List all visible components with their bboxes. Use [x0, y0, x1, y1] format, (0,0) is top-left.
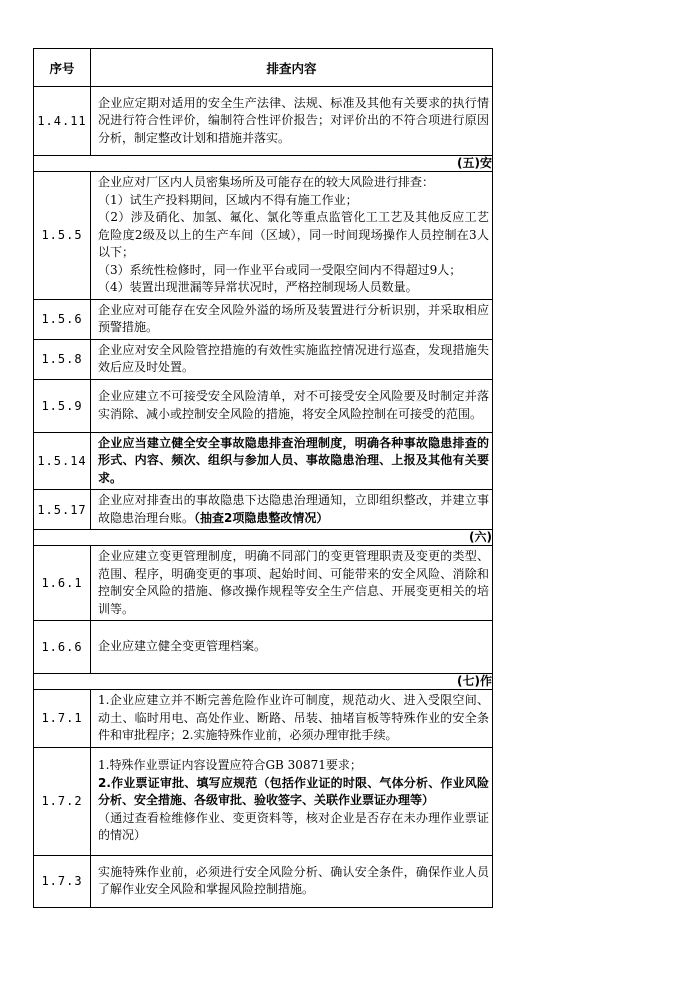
row-content: 企业应建立不可接受安全风险清单，对不可接受安全风险要及时制定并落实消除、减小或控制安全风险的措施，将安全风险控制在可接受的范围。	[91, 379, 493, 432]
content-line: （2）涉及硝化、加氢、氟化、氯化等重点监管化工工艺及其他反应工艺危险度2级及以上的生产车间（区域），同一时间现场操作人员控制在3人以下；	[98, 210, 489, 259]
spot-check-note: （抽查2项隐患整改情况）	[194, 510, 329, 525]
row-content	[91, 490, 493, 530]
row-content: 企业应当建立健全安全事故隐患排查治理制度，明确各种事故隐患排查的形式、内容、频次、组织与参加人员、事故隐患治理、上报及其他有关要求。	[91, 432, 493, 490]
row-content: 企业应对安全风险管控措施的有效性实施监控情况进行巡查，发现措施失效后应及时处置。	[91, 339, 493, 379]
row-number: 1.4.11	[34, 87, 91, 156]
content-line: （通过查看检维修作业、变更资料等，核对企业是否存在未办理作业票证的情况）	[98, 810, 489, 843]
row-number: 1.5.8	[34, 339, 91, 379]
row-number: 1.5.9	[34, 379, 91, 432]
content-line: （4）装置出现泄漏等异常状况时，严格控制现场人员数量。	[98, 280, 418, 294]
table-row	[34, 855, 493, 907]
row-number: 1.5.17	[34, 490, 91, 530]
row-content	[91, 747, 493, 855]
table-row	[34, 690, 493, 748]
table-row	[34, 87, 493, 156]
row-number: 1.7.2	[34, 747, 91, 855]
table-row	[34, 172, 493, 300]
table-row	[34, 490, 493, 530]
section-row	[34, 674, 493, 690]
row-number: 1.5.6	[34, 299, 91, 339]
table-row	[34, 546, 493, 621]
table-row	[34, 379, 493, 432]
table-row	[34, 299, 493, 339]
section-row	[34, 530, 493, 546]
row-content: 1.企业应建立并不断完善危险作业许可制度，规范动火、进入受限空间、动土、临时用电、高处作业、断路、吊装、抽堵盲板等特殊作业的安全条件和审批程序；2.实施特殊作业前，必须办理审批手续。	[91, 690, 493, 748]
seq-header: 序号	[34, 49, 91, 87]
content-line: （3）系统性检修时，同一作业平台或同一受限空间内不得超过9人；	[98, 262, 462, 277]
row-content: 企业应建立变更管理制度，明确不同部门的变更管理职责及变更的类型、范围、程序，明确变更的事项、起始时间、可能带来的安全风险、消除和控制安全风险的措施、修改操作规程等安全生产信息、开展变更相关的培训等。	[91, 546, 493, 621]
section-heading: (七)作	[34, 674, 493, 690]
header-row	[34, 49, 493, 87]
content-line: 1.特殊作业票证内容设置应符合GB 30871要求；	[98, 758, 362, 773]
row-number: 1.6.6	[34, 621, 91, 674]
section-row	[34, 156, 493, 172]
row-content: 企业应建立健全变更管理档案。	[91, 621, 493, 674]
section-heading: (六)	[34, 530, 493, 546]
content-header: 排查内容	[91, 49, 493, 87]
table-row	[34, 621, 493, 674]
content-text: 企业应对排查出的事故隐患下达隐患治理通知，立即组织整改，并建立事故隐患治理台账。	[98, 493, 489, 525]
table-row	[34, 339, 493, 379]
row-number: 1.5.5	[34, 172, 91, 300]
row-content	[91, 172, 493, 300]
row-content: 企业应定期对适用的安全生产法律、法规、标准及其他有关要求的执行情况进行符合性评价，编制符合性评价报告；对评价出的不符合项进行原因分析，制定整改计划和措施并落实。	[91, 87, 493, 156]
row-content: 企业应对可能存在安全风险外溢的场所及装置进行分析识别，并采取相应预警措施。	[91, 299, 493, 339]
inspection-table	[33, 48, 493, 908]
row-content: 实施特殊作业前，必须进行安全风险分析、确认安全条件，确保作业人员了解作业安全风险和掌握风险控制措施。	[91, 855, 493, 907]
content-line-bold: 2.作业票证审批、填写应规范（包括作业证的时限、气体分析、作业风险分析、安全措施、各级审批、验收签字、关联作业票证办理等）	[98, 775, 489, 808]
content-line: 企业应对厂区内人员密集场所及可能存在的较大风险进行排查：	[98, 175, 435, 189]
row-number: 1.5.14	[34, 432, 91, 490]
row-number: 1.7.3	[34, 855, 91, 907]
row-number: 1.6.1	[34, 546, 91, 621]
table-row	[34, 747, 493, 855]
content-line: （1）试生产投料期间，区域内不得有施工作业；	[98, 192, 358, 207]
section-heading: (五)安	[34, 156, 493, 172]
row-number: 1.7.1	[34, 690, 91, 748]
table-row	[34, 432, 493, 490]
